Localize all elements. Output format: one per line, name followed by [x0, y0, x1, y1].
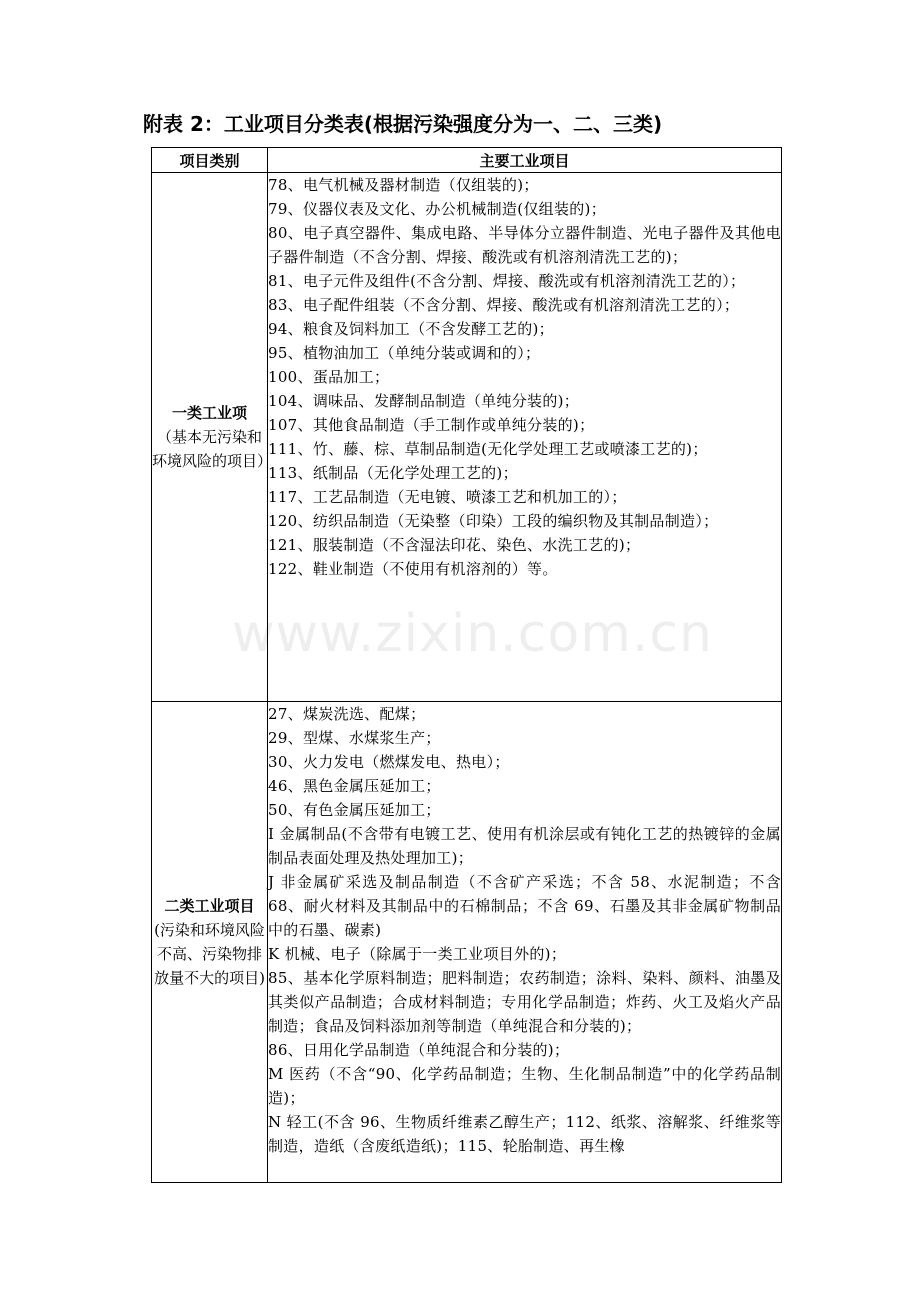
list-item: 120、纺织品制造（无染整（印染）工段的编织物及其制品制造）； [268, 512, 719, 530]
table-header-row [152, 148, 782, 173]
list-item: 85、基本化学原料制造；肥料制造；农药制造；涂料、染料、颜料、油墨及其类似产品制造；合成材料制造；专用化学品制造；炸药、火工及焰火产品制造；食品及饲料添加剂等制造（单纯混合和分装的)； [268, 969, 781, 1035]
list-item: 95、植物油加工（单纯分装或调和的）； [268, 344, 541, 362]
category-name: 一类工业项 [171, 404, 247, 422]
items-cell-1 [268, 173, 782, 702]
list-item: 86、日用化学品制造（单纯混合和分装的)； [268, 1041, 570, 1059]
list-item: 46、黑色金属压延加工； [268, 777, 441, 795]
list-item: J 非金属矿采选及制品制造（不含矿产采选；不含 58、水泥制造；不含 68、耐火材料及其制品中的石棉制品；不含 69、石墨及其非金属矿物制品中的石墨、碳素) [268, 873, 781, 939]
list-item: K 机械、电子（除属于一类工业项目外的)； [268, 945, 567, 963]
list-item: I 金属制品(不含带有电镀工艺、使用有机涂层或有钝化工艺的热镀锌的金属制品表面处理及热处理加工)； [268, 825, 781, 867]
list-item: 79、仪器仪表及文化、办公机械制造(仅组装的)； [268, 200, 606, 218]
items-cell-2 [268, 702, 782, 1183]
category-desc: （基本无污染和环境风险的项目） [152, 428, 273, 470]
list-item: 94、粮食及饲料加工（不含发酵工艺的)； [268, 320, 554, 338]
list-item: 50、有色金属压延加工； [268, 801, 441, 819]
page-title: 附表 2：工业项目分类表(根据污染强度分为一、二、三类) [143, 112, 663, 136]
list-item: 117、工艺品制造（无电镀、喷漆工艺和机加工的）； [268, 488, 627, 506]
table-row-class-1 [152, 173, 782, 702]
list-item: 29、型煤、水煤浆生产； [268, 729, 441, 747]
classification-table [151, 147, 782, 1183]
list-item: 111、竹、藤、棕、草制品制造(无化学处理工艺或喷漆工艺的)； [268, 440, 708, 458]
list-item: 78、电气机械及器材制造（仅组装的)； [268, 176, 539, 194]
header-category: 项目类别 [152, 148, 268, 173]
category-cell-1 [152, 173, 273, 702]
list-item: 27、煤炭洗选、配煤； [268, 705, 426, 723]
category-cell-2 [152, 702, 268, 1183]
list-item: 100、蛋品加工； [268, 368, 390, 386]
list-item: 81、电子元件及组件(不含分割、焊接、酸洗或有机溶剂清洗工艺的）； [268, 272, 746, 290]
category-desc: (污染和环境风险不高、污染物排放量不大的项目) [154, 921, 265, 987]
table-row-class-2 [152, 702, 782, 1183]
watermark: www.zixin.com.cn [232, 604, 713, 664]
list-item: 30、火力发电（燃煤发电、热电）； [268, 753, 510, 771]
list-item: 104、调味品、发酵制品制造（单纯分装的)； [268, 392, 580, 410]
list-item: 107、其他食品制造（手工制作或单纯分装的)； [268, 416, 595, 434]
list-item: 83、电子配件组装（不含分割、焊接、酸洗或有机溶剂清洗工艺的）； [268, 296, 740, 314]
list-item: 80、电子真空器件、集成电路、半导体分立器件制造、光电子器件及其他电子器件制造（不含分割、焊接、酸洗或有机溶剂清洗工艺的)； [268, 224, 781, 266]
list-item: 122、鞋业制造（不使用有机溶剂的）等。 [268, 560, 558, 578]
list-item: N 轻工(不含 96、生物质纤维素乙醇生产；112、纸浆、溶解浆、纤维浆等制造，造纸（含废纸造纸)；115、轮胎制造、再生橡 [268, 1113, 781, 1155]
category-name: 二类工业项目 [164, 897, 255, 915]
list-item: M 医药（不含“90、化学药品制造；生物、生化制品制造”中的化学药品制造)； [268, 1065, 781, 1107]
list-item: 121、服装制造（不含湿法印花、染色、水洗工艺的)； [268, 536, 641, 554]
header-items: 主要工业项目 [268, 148, 782, 173]
list-item: 113、纸制品（无化学处理工艺的)； [268, 464, 518, 482]
